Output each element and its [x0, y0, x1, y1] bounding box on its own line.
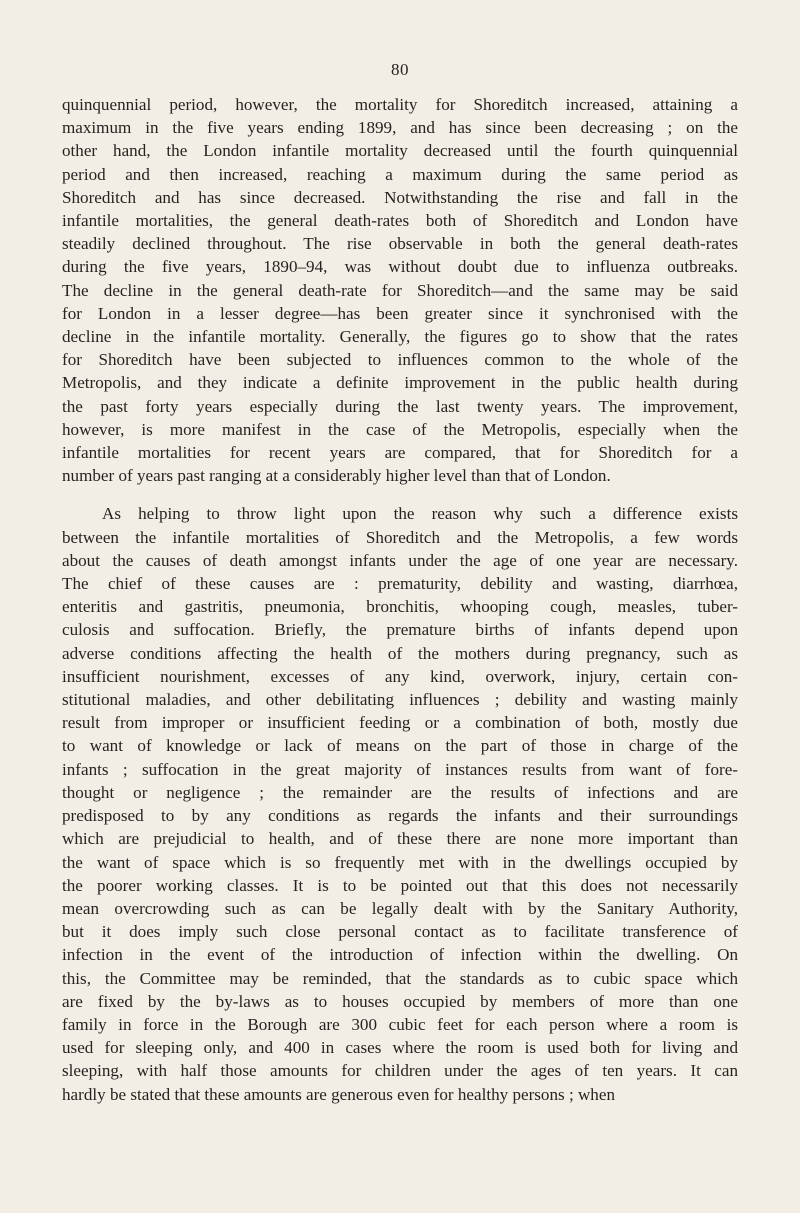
page-number: 80 — [391, 60, 409, 79]
text-line: result from improper or insufficient feeding or a combination of both, mostly due — [62, 713, 738, 733]
text-line: for Shoreditch have been subjected to influences common to the whole of the — [62, 350, 738, 370]
text-line: Shoreditch and has since decreased. Notwithstanding the rise and fall in the — [62, 187, 738, 207]
text-line: however, is more manifest in the case of the Metropolis, especially when the — [62, 419, 738, 439]
text-line: sleeping, with half those amounts for children under the ages of ten years. It can — [62, 1061, 738, 1081]
text-line: for London in a lesser degree—has been greater since it synchronised with the — [62, 303, 738, 323]
text-line: maximum in the five years ending 1899, and has since been decreasing ; on the — [62, 118, 738, 138]
text-line: decline in the infantile mortality. Generally, the figures go to show that the rates — [62, 327, 738, 347]
text-line: enteritis and gastritis, pneumonia, bronchitis, whooping cough, measles, tuber- — [62, 597, 738, 617]
text-line: during the five years, 1890–94, was without doubt due to influenza outbreaks. — [62, 257, 738, 277]
text-line: between the infantile mortalities of Shoreditch and the Metropolis, a few words — [62, 527, 738, 547]
text-line: infantile mortalities for recent years are compared, that for Shoreditch for a — [62, 443, 738, 463]
body-text — [62, 93, 738, 1106]
text-line: to want of knowledge or lack of means on the part of those in charge of the — [62, 736, 738, 756]
text-line: Metropolis, and they indicate a definite improvement in the public health during — [62, 373, 738, 393]
text-line: steadily declined throughout. The rise observable in both the general death-rates — [62, 234, 738, 254]
text-line: thought or negligence ; the remainder are the results of infections and are — [62, 782, 738, 802]
text-line: culosis and suffocation. Briefly, the premature births of infants depend upon — [62, 620, 738, 640]
text-line: hardly be stated that these amounts are generous even for healthy persons ; when — [62, 1084, 615, 1104]
text-line: family in force in the Borough are 300 cubic feet for each person where a room is — [62, 1014, 738, 1034]
text-line: mean overcrowding such as can be legally dealt with by the Sanitary Authority, — [62, 898, 738, 918]
text-line: infants ; suffocation in the great majority of instances results from want of fore- — [62, 759, 738, 779]
text-line: but it does imply such close personal contact as to facilitate transference of — [62, 922, 738, 942]
text-line: number of years past ranging at a considerably higher level than that of London. — [62, 466, 611, 486]
text-line: infection in the event of the introduction of infection within the dwelling. On — [62, 945, 738, 965]
paragraph-1 — [62, 93, 738, 487]
text-line: infantile mortalities, the general death-rates both of Shoreditch and London have — [62, 211, 738, 231]
text-line: the want of space which is so frequently met with in the dwellings occupied by — [62, 852, 738, 872]
text-line: about the causes of death amongst infants under the age of one year are necessary. — [62, 550, 738, 570]
text-line: period and then increased, reaching a maximum during the same period as — [62, 164, 738, 184]
text-line: other hand, the London infantile mortality decreased until the fourth quinquennial — [62, 141, 738, 161]
text-line: are fixed by the by-laws as to houses occupied by members of more than one — [62, 991, 738, 1011]
text-line: used for sleeping only, and 400 in cases where the room is used both for living and — [62, 1038, 738, 1058]
text-line: The chief of these causes are : prematurity, debility and wasting, diarrhœa, — [62, 574, 738, 594]
text-line: the past forty years especially during the last twenty years. The improvement, — [62, 396, 738, 416]
text-line: quinquennial period, however, the mortality for Shoreditch increased, attaining a — [62, 95, 738, 114]
text-line: The decline in the general death-rate for Shoreditch—and the same may be said — [62, 280, 738, 300]
text-line: predisposed to by any conditions as regards the infants and their surroundings — [62, 806, 738, 826]
text-line: stitutional maladies, and other debilitating influences ; debility and wasting mainly — [62, 690, 738, 710]
text-line: the poorer working classes. It is to be pointed out that this does not necessarily — [62, 875, 738, 895]
paragraph-2 — [62, 502, 738, 1105]
text-line: which are prejudicial to health, and of these there are none more important than — [62, 829, 738, 849]
text-line: As helping to throw light upon the reason why such a difference exists — [102, 504, 738, 524]
text-line: insufficient nourishment, excesses of any kind, overwork, injury, certain con- — [62, 666, 738, 686]
text-line: adverse conditions affecting the health of the mothers during pregnancy, such as — [62, 643, 738, 663]
text-line: this, the Committee may be reminded, that the standards as to cubic space which — [62, 968, 738, 988]
